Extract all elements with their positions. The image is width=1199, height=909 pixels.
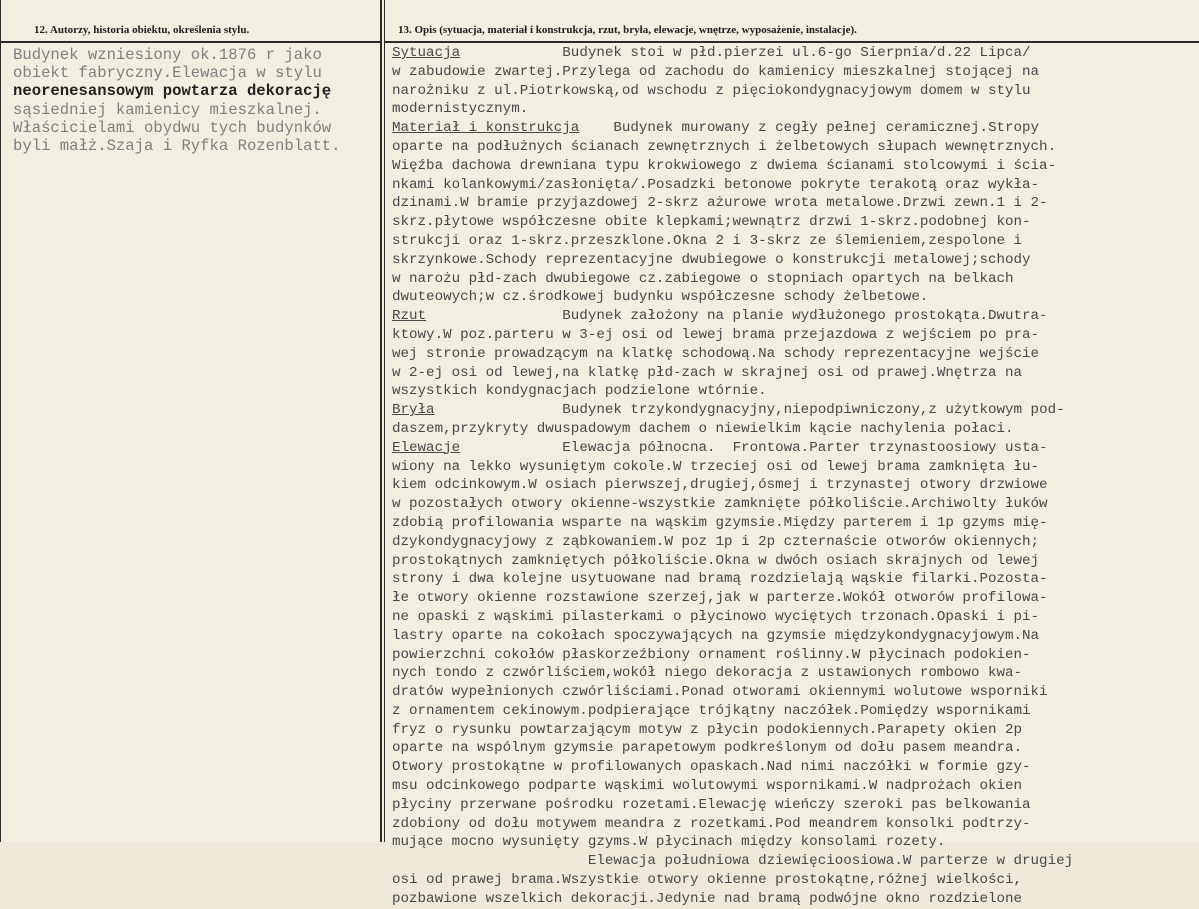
section-13-header: 13. Opis (sytuacja, materiał i konstrukcja, rzut, bryła, elewacje, wnętrze, wyposażenie, instalacje). — [398, 24, 857, 36]
section-13-line — [392, 646, 1198, 665]
section-13-line — [392, 476, 1198, 495]
line-text: dzykondygnacyjowy z ząbkowaniem.W poz 1p i 2p czternaście otworów okiennych; — [392, 533, 1040, 550]
section-13-line — [392, 270, 1198, 289]
section-13-line — [392, 627, 1198, 646]
section-13-line — [392, 401, 1198, 420]
section-13-line — [392, 420, 1198, 439]
section-13-line — [392, 608, 1198, 627]
line-text: nych tondo z czwórliściem,wokół niego dekoracja z ustawionych rombowo kwa- — [392, 665, 1023, 682]
header-rule-right — [385, 41, 1199, 43]
section-13-line — [392, 345, 1198, 364]
line-text: modernistycznym. — [392, 101, 529, 118]
line-text: oparte na wspólnym gzymsie parapetowym podkreślonym od dołu pasem meandra. — [392, 740, 1023, 757]
section-13-line — [392, 213, 1198, 232]
section-13-line — [392, 63, 1198, 82]
line-text: msu odcinkowego podparte wąskimi wolutowymi wspornikami.W nadprożach okien — [392, 778, 1023, 795]
line-text: powierzchni cokołów płaskorzeźbiony ornament roślinny.W płycinach podokien- — [392, 646, 1031, 663]
line-text: dwuteowych;w cz.środkowej budynku współczesne schody żelbetowe. — [392, 289, 929, 306]
subsection-label: Bryła — [392, 402, 435, 419]
line-text: zdobiony od dołu motywem meandra z rozetkami.Pod meandrem konsolki podtrzy- — [392, 815, 1031, 832]
subsection-label: Sytuacja — [392, 45, 461, 61]
line-text: płyciny przerwane pośrodku rozetami.Elewację wieńczy szeroki pas belkowania — [392, 796, 1031, 813]
subsection-label: Materiał i konstrukcja — [392, 120, 580, 137]
section-13-line — [392, 514, 1198, 533]
section-12-line: Budynek wzniesiony ok.1876 r jako — [13, 46, 322, 64]
section-13-line — [392, 871, 1198, 890]
line-text: ktowy.W poz.parteru w 3-ej osi od lewej brama przejazdowa z wejściem po pra- — [392, 326, 1040, 343]
line-text: oparte na podłużnych ścianach zewnętrznych i żelbetowych słupach wewnętrznych. — [392, 138, 1057, 155]
section-13-line — [392, 307, 1198, 326]
section-13-line — [392, 119, 1198, 138]
header-rule-left — [0, 41, 381, 43]
section-13-line — [392, 833, 1198, 852]
section-13-line — [392, 664, 1198, 683]
line-text: łe otwory okienne rozstawione szerzej,jak w parterze.Wokół otworów profilowa- — [392, 590, 1048, 607]
section-13-line — [392, 326, 1198, 345]
section-13-line — [392, 495, 1198, 514]
line-text: osi od prawej brama.Wszystkie otwory okienne prostokątne,różnej wielkości, — [392, 872, 1023, 889]
subsection-label: Rzut — [392, 308, 427, 325]
line-text: strukcji oraz 1-skrz.przeszklone.Okna 2 i 3-skrz ze ślemieniem,zespolone i — [392, 232, 1023, 249]
line-text: ne opaski z wąskimi pilasterkami o płycinowo wyciętych trzonach.Opaski i pi- — [392, 608, 1040, 625]
section-13-line — [392, 288, 1198, 307]
section-12-body — [13, 46, 373, 155]
section-13-line — [392, 533, 1198, 552]
line-text: fryz o rysunku powtarzającym motyw z płycin podokiennych.Parapety okien 2p — [392, 721, 1023, 738]
section-12-line: neorenesansowym powtarza dekorację — [13, 82, 332, 101]
line-text: Elewacja południowa dziewięcioosiowa.W parterze w drugiej — [392, 853, 1074, 870]
section-13-line — [392, 44, 1198, 63]
line-text: Budynek murowany z cegły pełnej ceramicznej.Stropy — [579, 120, 1040, 137]
section-13-line — [392, 739, 1198, 758]
line-text: wiony na lekko wysuniętym cokole.W trzeciej osi od lewej brama zamknięta łu- — [392, 458, 1040, 475]
section-13-line — [392, 458, 1198, 477]
section-13-line — [392, 232, 1198, 251]
line-text: z ornamentem cekinowym.podpierające trójkątny naczółek.Pomiędzy wspornikami — [392, 702, 1031, 719]
line-text: mujące mocno wysunięty gzyms.W płycinach między konsolami rozety. — [392, 834, 946, 851]
line-text: skrz.płytowe współczesne obite klepkami;wewnątrz drzwi 1-skrz.podobnej kon- — [392, 214, 1031, 231]
section-13-line — [392, 852, 1198, 871]
line-text: kiem odcinkowym.W osiach pierwszej,drugiej,ósmej i trzynastej otwory drzwiowe — [392, 477, 1048, 494]
line-text: dzinami.W bramie przyjazdowej 2-skrz ażurowe wrota metalowe.Drzwi zewn.1 i 2- — [392, 195, 1048, 212]
line-text: Więźba dachowa drewniana typu krokwiowego z dwiema ścianami stolcowymi i ścia- — [392, 157, 1057, 174]
section-13-line — [392, 570, 1198, 589]
line-text: w narożu płd-zach dwubiegowe cz.zabiegowe o stopniach opartych na belkach — [392, 270, 1014, 287]
line-text: prostokątnych zamkniętych półkoliście.Okna w dwóch osiach skrajnych od lewej — [392, 552, 1040, 569]
section-13-line — [392, 176, 1198, 195]
line-text: pozbawione wszelkich dekoracji.Jedynie nad bramą podwójne okno rozdzielone — [392, 890, 1023, 907]
section-13-line — [392, 439, 1198, 458]
line-text: strony i dwa kolejne usytuowane nad bramą rozdzielają wąskie filarki.Pozosta- — [392, 571, 1048, 588]
column-divider — [380, 0, 382, 842]
line-text: Elewacja północna. Frontowa.Parter trzynastoosiowy usta- — [460, 439, 1048, 456]
line-text: w zabudowie zwartej.Przylega od zachodu do kamienicy mieszkalnej stojącej na — [392, 63, 1040, 80]
section-13-line — [392, 758, 1198, 777]
line-text: daszem,przykryty dwuspadowym dachem o niewielkim kącie nachylenia połaci. — [392, 420, 1014, 437]
line-text: lastry oparte na cokołach spoczywających na gzymsie międzykondygnacyjowym.Na — [392, 627, 1040, 644]
section-12-line: sąsiedniej kamienicy mieszkalnej. — [13, 100, 322, 119]
section-13-line — [392, 683, 1198, 702]
section-13-line — [392, 251, 1198, 270]
section-13-line — [392, 382, 1198, 401]
page-left-border — [0, 0, 1, 842]
line-text: narożniku z ul.Piotrkowską,od wschodu z pięciokondygnacyjowym domem w stylu — [392, 82, 1031, 99]
section-12-line: byli małż.Szaja i Ryfka Rozenblatt. — [13, 137, 341, 156]
section-13-body — [392, 44, 1198, 909]
section-12-line: obiekt fabryczny.Elewacja w stylu — [13, 64, 322, 83]
section-13-line — [392, 890, 1198, 909]
section-13-line — [392, 721, 1198, 740]
section-13-line — [392, 815, 1198, 834]
line-text: Budynek trzykondygnacyjny,niepodpiwniczony,z użytkowym pod- — [434, 402, 1065, 419]
section-12-header: 12. Autorzy, historia obiektu, określenia stylu. — [34, 24, 250, 36]
column-divider-inner — [384, 0, 385, 842]
section-12-line: Właścicielami obydwu tych budynków — [13, 118, 332, 137]
line-text: zdobią profilowania wsparte na wąskim gzymsie.Między parterem i 1p gzyms mię- — [392, 514, 1048, 531]
section-13-line — [392, 589, 1198, 608]
line-text: w pozostałych otwory okienne-wszystkie zamknięte półkoliście.Archiwolty łuków — [392, 496, 1048, 513]
section-13-line — [392, 157, 1198, 176]
line-text: Otwory prostokątne w profilowanych opaskach.Nad nimi naczółki w formie gzy- — [392, 759, 1031, 776]
section-13-line — [392, 138, 1198, 157]
section-13-line — [392, 552, 1198, 571]
section-13-line — [392, 194, 1198, 213]
section-13-line — [392, 777, 1198, 796]
line-text: Budynek założony na planie wydłużonego prostokąta.Dwutra- — [426, 308, 1048, 325]
subsection-label: Elewacje — [392, 439, 461, 456]
line-text: skrzynkowe.Schody reprezentacyjne dwubiegowe o konstrukcji metalowej;schody — [392, 251, 1031, 268]
section-13-line — [392, 364, 1198, 383]
section-13-line — [392, 702, 1198, 721]
line-text: Budynek stoi w płd.pierzei ul.6-go Sierpnia/d.22 Lipca/ — [460, 45, 1031, 61]
line-text: wszystkich kondygnacjach podzielone wtórnie. — [392, 383, 767, 400]
line-text: dratów wypełnionych czwórliściami.Ponad otworami okiennymi wolutowe wsporniki — [392, 684, 1048, 701]
line-text: w 2-ej osi od lewej,na klatkę płd-zach w skrajnej osi od prawej.Wnętrza na — [392, 364, 1023, 381]
line-text: wej stronie prowadzącym na klatkę schodową.Na schody reprezentacyjne wejście — [392, 345, 1040, 362]
section-13-line — [392, 796, 1198, 815]
section-13-line — [392, 100, 1198, 119]
line-text: nkami kolankowymi/zasłonięta/.Posadzki betonowe pokryte terakotą oraz wykła- — [392, 176, 1040, 193]
section-13-line — [392, 82, 1198, 101]
